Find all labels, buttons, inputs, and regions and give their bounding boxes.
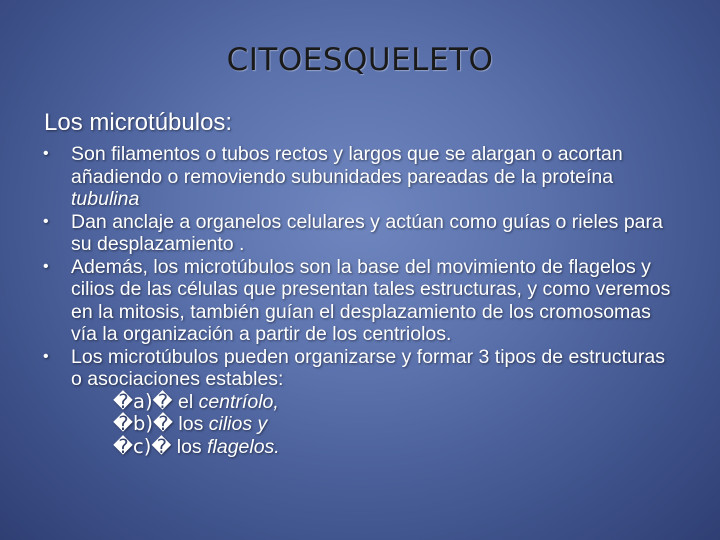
bullet-text: Dan anclaje a organelos celulares y actúan como guías o rieles para su desplazamiento . — [71, 210, 663, 255]
bullet-icon: • — [43, 212, 49, 230]
bullet-text: Los microtúbulos pueden organizarse y formar 3 tipos de estructuras o asociaciones estables: — [71, 345, 665, 390]
sub-item-flagelos — [71, 436, 673, 459]
bullet-text: Son filamentos o tubos rectos y largos que se alargan o acortan añadiendo o removiendo subunidades pareadas de la proteína — [71, 143, 623, 188]
bullet-icon: • — [43, 257, 49, 275]
sub-item-cilios — [71, 413, 673, 436]
bullet-text: Además, los microtúbulos son la base del movimiento de flagelos y cilios de las células que presentan tales estructuras, y como veremos en la mitosis, también guían el desplazamiento de los cromosomas vía la organización a partir de los centriolos. — [71, 255, 671, 345]
bullet-icon: • — [43, 347, 49, 365]
sub-item-prefix: los — [172, 413, 209, 435]
slide-title: CITOESQUELETO — [226, 42, 494, 78]
sub-item-italic: flagelos. — [207, 435, 280, 458]
sub-item-italic: cilios y — [208, 413, 268, 435]
sub-item-prefix: los — [171, 435, 208, 458]
sub-item-prefix: el — [172, 390, 199, 413]
bullet-list — [43, 143, 673, 458]
sub-item-marker: �b)� — [113, 412, 173, 435]
slide-subtitle: Los microtúbulos: — [44, 109, 233, 136]
sub-item-marker: �c)� — [113, 434, 172, 458]
bullet-item — [43, 256, 673, 346]
bullet-item — [43, 346, 673, 459]
sub-item-marker: �a)� — [113, 389, 173, 413]
bullet-icon: • — [43, 145, 49, 162]
bullet-italic-term: tubulina — [71, 188, 140, 210]
sub-item-centriolo — [71, 391, 673, 414]
bullet-item — [43, 211, 673, 256]
bullet-item — [43, 143, 673, 211]
sub-item-italic: centríolo, — [198, 390, 279, 413]
